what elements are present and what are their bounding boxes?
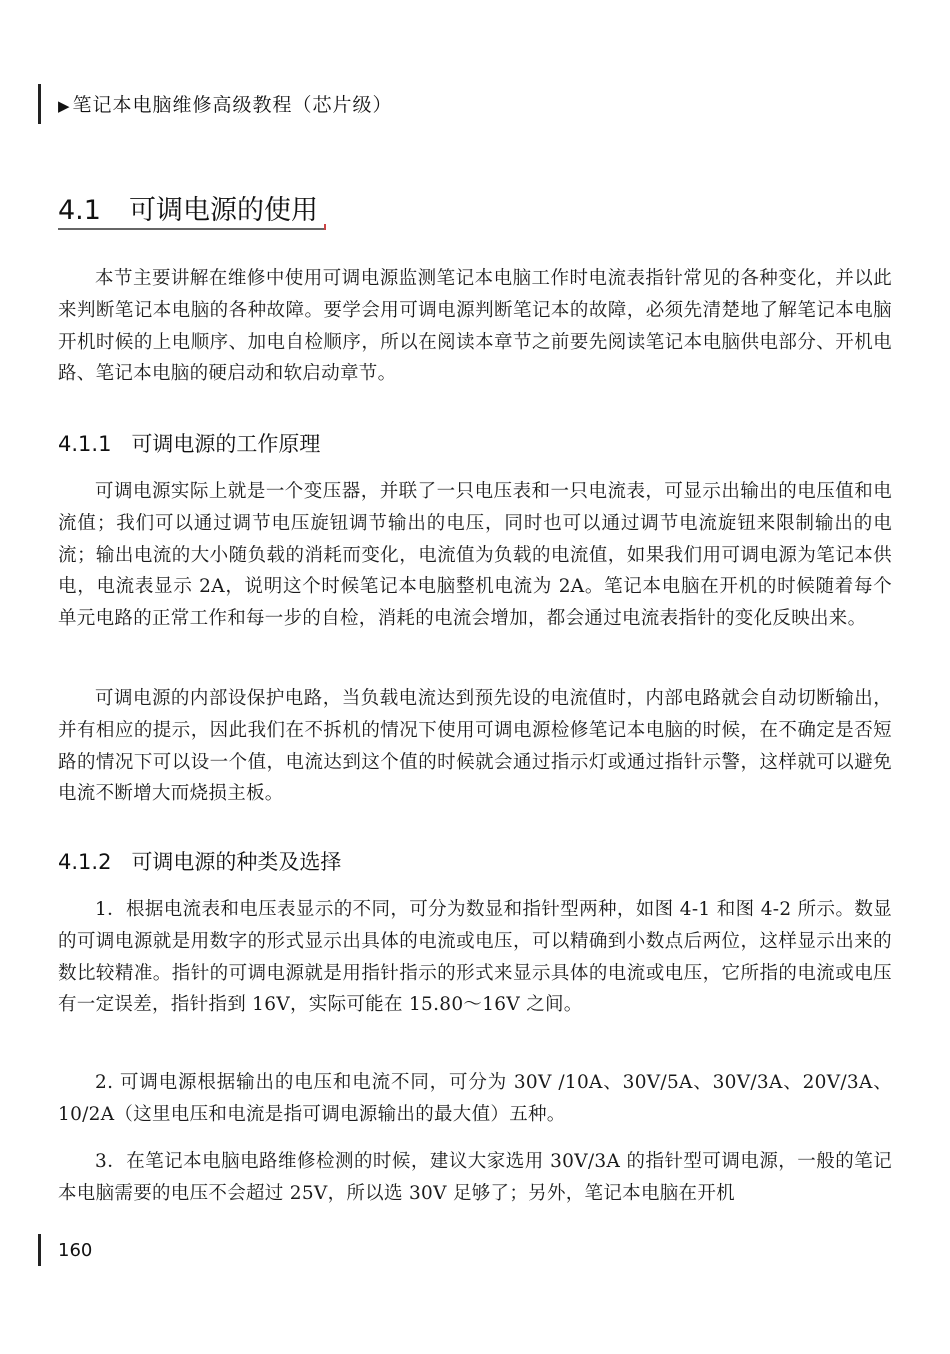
section-heading <box>58 188 318 227</box>
subsection-number: 4.1.2 <box>58 850 112 874</box>
running-header <box>58 90 393 117</box>
list-item-paragraph: 3．在笔记本电脑电路维修检测的时候，建议大家选用 30V/3A 的指针型可调电源，一般的笔记本电脑需要的电压不会超过 25V，所以选 30V 足够了；另外，笔记本电脑在开机 <box>58 1151 892 1204</box>
subsection-number: 4.1.1 <box>58 432 112 456</box>
body-paragraph: 可调电源实际上就是一个变压器，并联了一只电压表和一只电流表，可显示出输出的电压值和电流值；我们可以通过调节电压旋钮调节输出的电压，同时也可以通过调节电流旋钮来限制输出的电流；输出电流的大小随负载的消耗而变化，电流值为负载的电流值，如果我们用可调电源为笔记本供电，电流表显示 2A，说明这个时候笔记本电脑整机电流为 2A。笔记本电脑在开机的时候随着每个单元电路的正常工作和每一步的自检，消耗的电流会增加，都会通过电流表指针的变化反映出来。 <box>58 481 892 630</box>
subsection-title: 可调电源的种类及选择 <box>131 850 342 874</box>
list-item-paragraph: 2. 可调电源根据输出的电压和电流不同，可分为 30V /10A、30V/5A、30V/3A、20V/3A、10/2A（这里电压和电流是指可调电源输出的最大值）五种。 <box>58 1072 892 1125</box>
header-margin-bar <box>38 84 41 124</box>
section-number: 4.1 <box>58 195 101 226</box>
body-paragraph: 可调电源的内部设保护电路，当负载电流达到预先设的电流值时，内部电路就会自动切断输出，并有相应的提示，因此我们在不拆机的情况下使用可调电源检修笔记本电脑的时候，在不确定是否短路的情况下可以设一个值，电流达到这个值的时候就会通过指示灯或通过指针示警，这样就可以避免电流不断增大而烧损主板。 <box>58 688 892 805</box>
subsection-title: 可调电源的工作原理 <box>131 432 321 456</box>
page-number: 160 <box>58 1240 93 1261</box>
subsection-heading <box>58 428 320 458</box>
book-title: 笔记本电脑维修高级教程（芯片级） <box>72 94 393 116</box>
intro-paragraph: 本节主要讲解在维修中使用可调电源监测笔记本电脑工作时电流表指针常见的各种变化，并以此来判断笔记本电脑的各种故障。要学会用可调电源判断笔记本的故障，必须先清楚地了解笔记本电脑开机时候的上电顺序、加电自检顺序，所以在阅读本章节之前要先阅读笔记本电脑供电部分、开机电路、笔记本电脑的硬启动和软启动章节。 <box>58 268 892 385</box>
list-item-paragraph: 1．根据电流表和电压表显示的不同，可分为数显和指针型两种，如图 4-1 和图 4-2 所示。数显的可调电源就是用数字的形式显示出具体的电流或电压，可以精确到小数点后两位，这样显示出来的数比较精准。指针的可调电源就是用指针指示的形式来显示具体的电流或电压，它所指的电流或电压有一定误差，指针指到 16V，实际可能在 15.80～16V 之间。 <box>58 899 892 1016</box>
section-title: 可调电源的使用 <box>128 195 318 226</box>
section-underline-accent <box>324 224 326 230</box>
section-underline <box>58 228 326 230</box>
subsection-heading <box>58 846 341 876</box>
footer-margin-bar <box>38 1234 41 1266</box>
arrow-icon: ▶ <box>58 97 71 115</box>
